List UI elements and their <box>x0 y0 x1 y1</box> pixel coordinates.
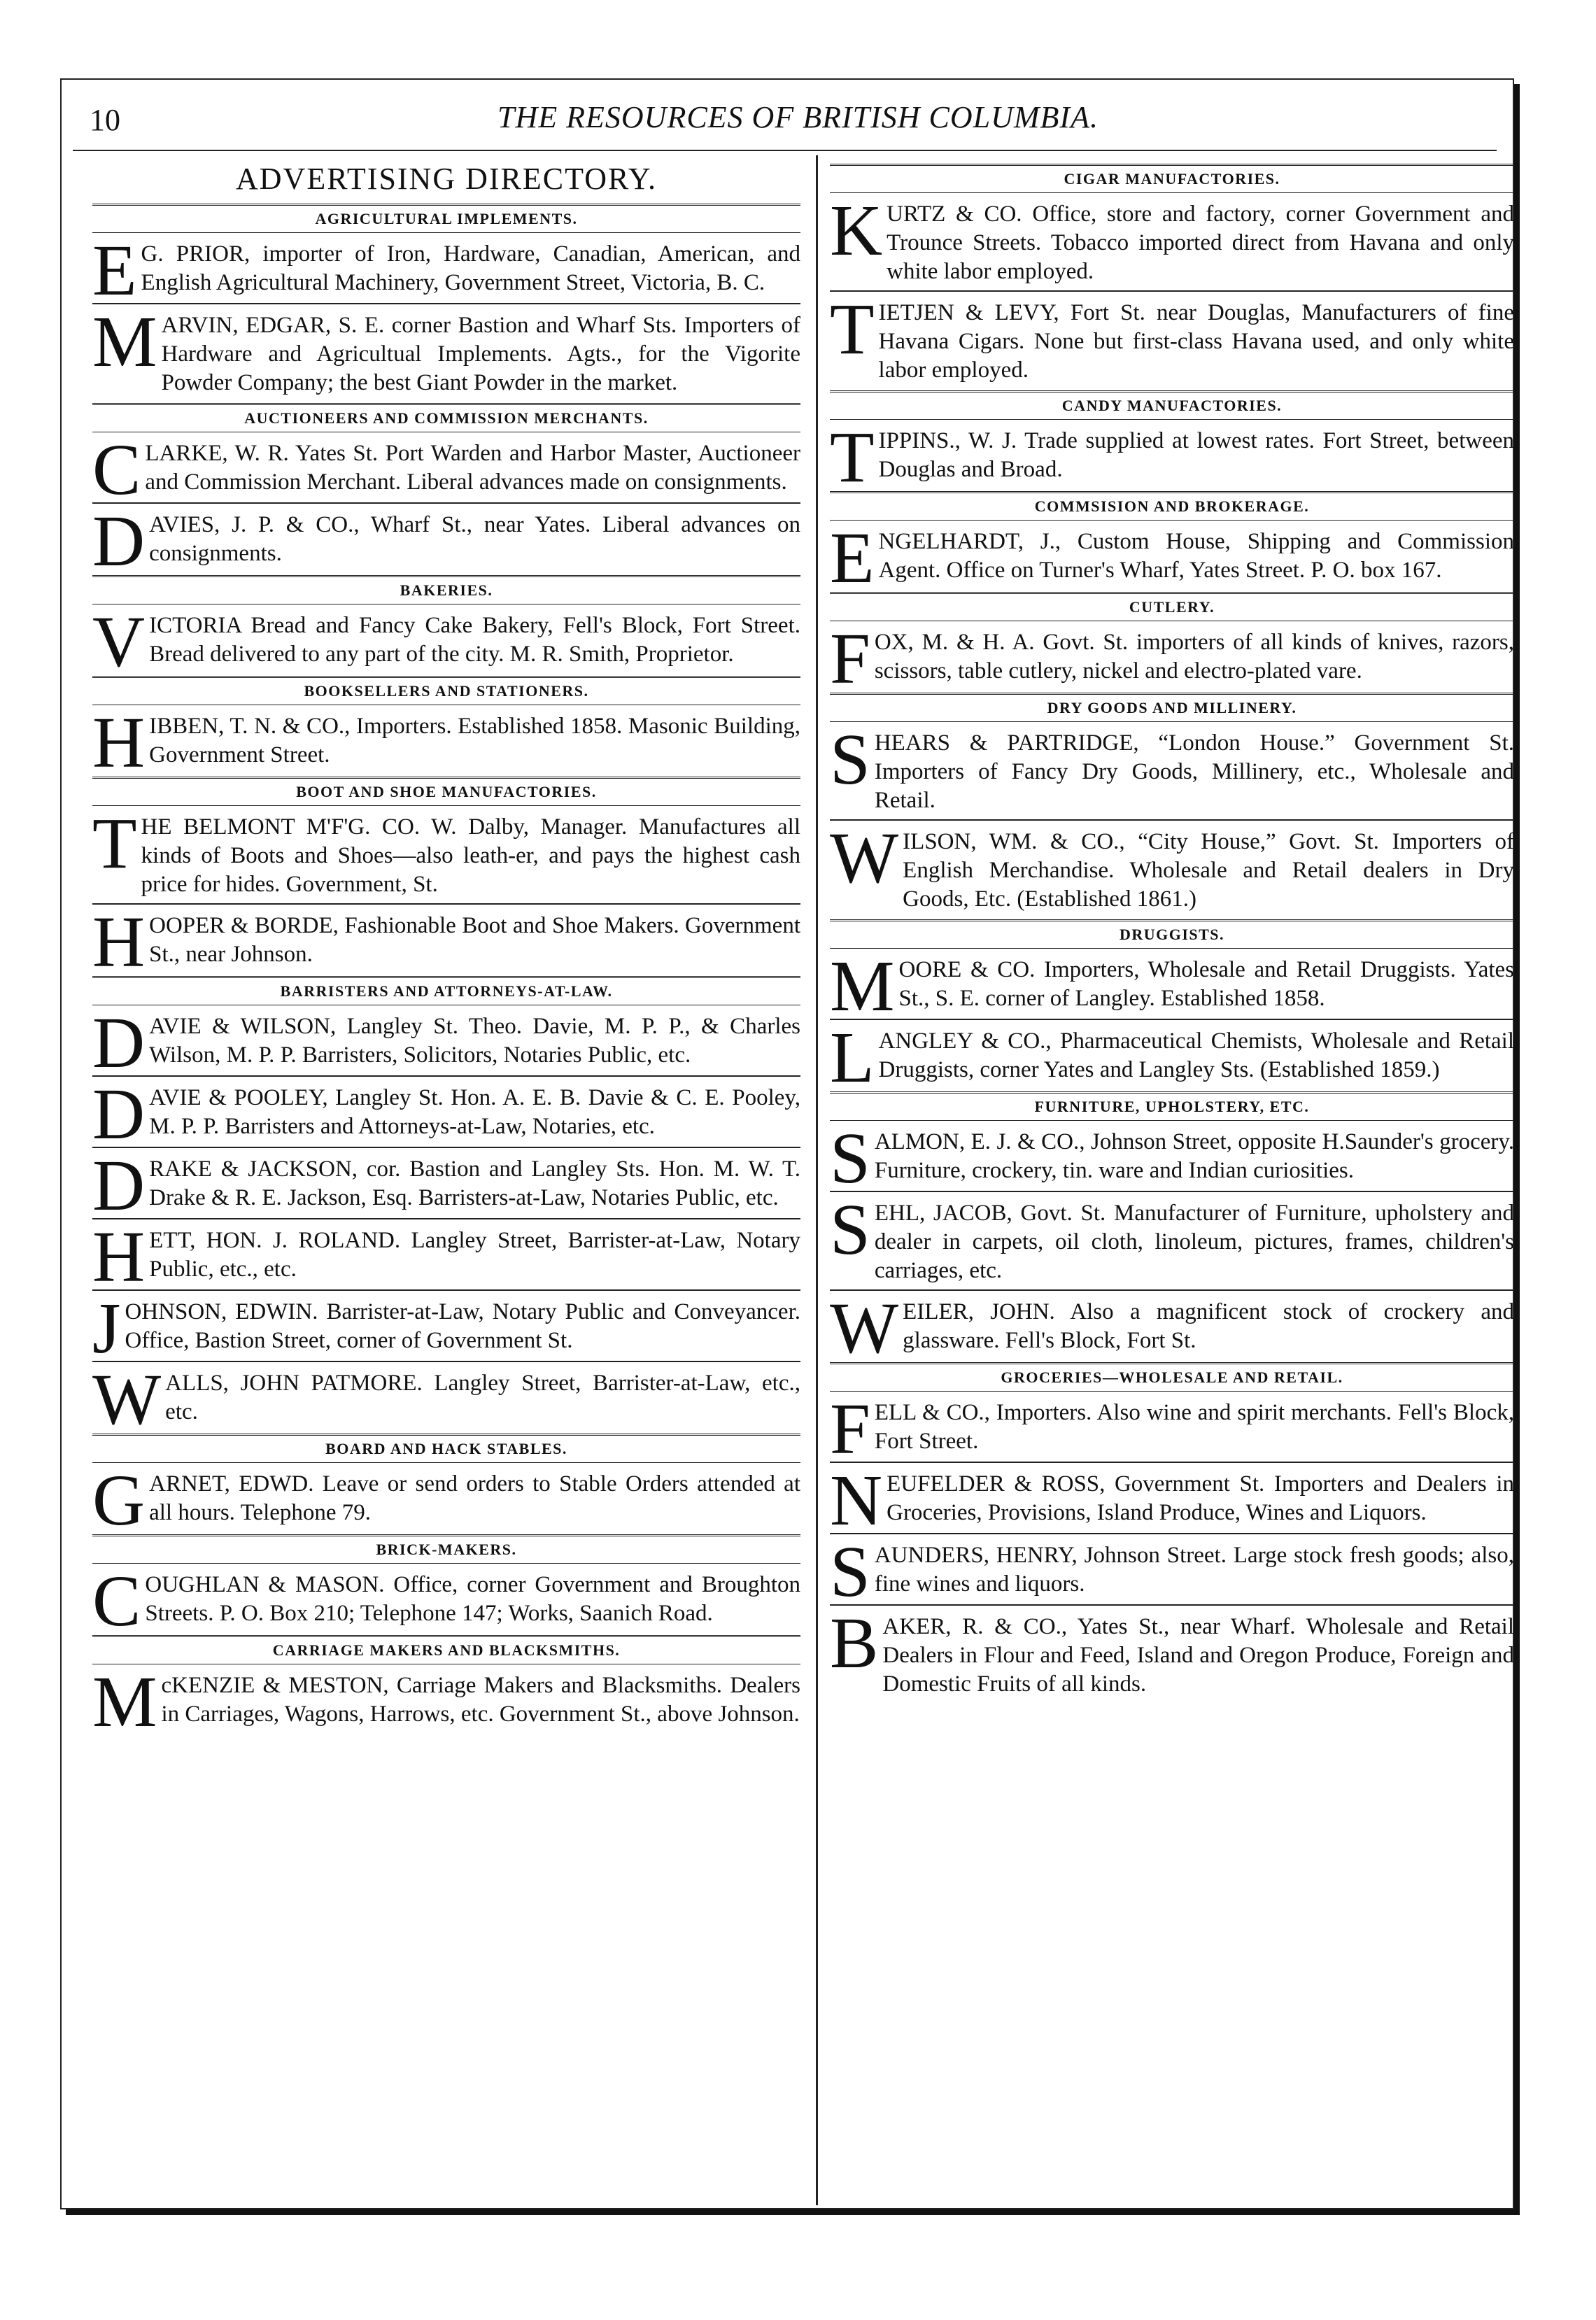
section-heading-cutlery: CUTLERY. <box>830 592 1514 621</box>
drop-cap: M <box>92 302 157 382</box>
entry-rule <box>830 1019 1514 1020</box>
drop-cap: S <box>830 1118 870 1198</box>
entry-text: OX, M. & H. A. Govt. St. importers of all kinds of knives, razors, scissors, table cutlery, nickel and electro-plated vare. <box>874 630 1514 684</box>
drop-cap: B <box>830 1603 879 1683</box>
directory-entry <box>92 230 800 311</box>
section-heading-groceries-wholesale-and-retail: GROCERIES—WHOLESALE AND RETAIL. <box>830 1362 1514 1392</box>
directory-entry <box>830 1118 1514 1198</box>
running-title: THE RESOURCES OF BRITISH COLUMBIA. <box>497 100 1099 134</box>
entry-rule <box>830 819 1514 821</box>
entry-text: AUNDERS, HENRY, Johnson Street. Large stock fresh goods; also, fine wines and liquors. <box>874 1543 1514 1597</box>
entry-text: AVIE & POOLEY, Langley St. Hon. A. E. B. Davie & C. E. Pooley, M. P. P. Barristers and Attorneys-at-Law, Notaries, etc. <box>149 1085 800 1139</box>
entry-text: OUGHLAN & MASON. Office, corner Government and Broughton Streets. P. O. Box 210; Telephone 147; Works, Saanich Road. <box>145 1572 800 1626</box>
directory-entry <box>92 803 800 899</box>
section-heading-brick-makers: BRICK-MAKERS. <box>92 1534 800 1564</box>
drop-cap: C <box>92 1561 141 1641</box>
drop-cap: W <box>92 1359 162 1440</box>
section-heading-auctioneers-and-commission-merchants: AUCTIONEERS AND COMMISSION MERCHANTS. <box>92 403 800 432</box>
section-heading-druggists: DRUGGISTS. <box>830 919 1514 949</box>
entry-text: IETJEN & LEVY, Fort St. near Douglas, Manufacturers of fine Havana Cigars. None but first-class Havana used, and only white labor employed. <box>878 300 1514 383</box>
entry-text: OOPER & BORDE, Fashionable Boot and Shoe Makers. Government St., near Johnson. <box>149 913 800 967</box>
drop-cap: D <box>92 1074 146 1154</box>
directory-entry <box>830 1288 1514 1368</box>
directory-entry <box>92 501 800 581</box>
entry-rule <box>92 502 800 504</box>
section-heading-agricultural-implements: AGRICULTURAL IMPLEMENTS. <box>92 204 800 233</box>
directory-entry <box>830 1017 1514 1098</box>
drop-cap: D <box>92 1003 146 1083</box>
directory-entry <box>830 190 1514 286</box>
entry-text: ALLS, JOHN PATMORE. Langley Street, Barrister-at-Law, etc., etc. <box>165 1371 800 1424</box>
left-sections <box>92 204 800 1742</box>
drop-cap: S <box>830 1532 870 1612</box>
directory-entry <box>830 719 1514 815</box>
entry-text: HEARS & PARTRIDGE, “London House.” Government St. Importers of Fancy Dry Goods, Millinery, etc., Wholesale and Retail. <box>874 730 1514 813</box>
entry-text: OORE & CO. Importers, Wholesale and Retail Druggists. Yates St., S. E. corner of Langley. Established 1858. <box>898 957 1514 1011</box>
drop-cap: T <box>92 803 137 884</box>
drop-cap: N <box>830 1460 883 1541</box>
drop-cap: S <box>830 1189 870 1270</box>
drop-cap: F <box>830 1389 870 1469</box>
directory-entry <box>92 1288 800 1368</box>
entry-rule <box>830 1289 1514 1291</box>
entry-text: ELL & CO., Importers. Also wine and spirit merchants. Fell's Block, Fort Street. <box>874 1400 1514 1454</box>
directory-entry <box>830 518 1514 598</box>
drop-cap: W <box>830 1288 899 1368</box>
directory-entry <box>92 1145 800 1226</box>
section-heading-dry-goods-and-millinery: DRY GOODS AND MILLINERY. <box>830 693 1514 722</box>
directory-entry <box>830 1460 1514 1541</box>
entry-text: EHL, JACOB, Govt. St. Manufacturer of Furniture, upholstery and dealer in carpets, oil cloth, linoleum, pictures, frames, children's carriages, etc. <box>874 1201 1514 1283</box>
drop-cap: C <box>92 430 141 510</box>
entry-text: ARVIN, EDGAR, S. E. corner Bastion and Wharf Sts. Importers of Hardware and Agricultual Implements. Agts., for the Vigorite Powder Company; the best Giant Powder in the market. <box>161 313 800 395</box>
entry-rule <box>830 290 1514 292</box>
entry-text: NGELHARDT, J., Custom House, Shipping and Commission Agent. Office on Turner's Wharf, Yates Street. P. O. box 167. <box>878 529 1514 583</box>
entry-rule <box>830 1191 1514 1192</box>
drop-cap: M <box>830 946 895 1026</box>
entry-text: IBBEN, T. N. & CO., Importers. Established 1858. Masonic Building, Government Street. <box>149 714 800 768</box>
drop-cap: H <box>92 702 146 783</box>
directory-entry <box>92 1460 800 1541</box>
drop-cap: M <box>92 1662 157 1742</box>
directory-entry <box>830 417 1514 497</box>
entry-text: HE BELMONT M'F'G. CO. W. Dalby, Manager. Manufactures all kinds of Boots and Shoes—also leath-er, and pays the highest cash price for hides. Government, St. <box>141 814 800 897</box>
drop-cap: H <box>92 1217 146 1297</box>
drop-cap: D <box>92 1145 146 1226</box>
section-heading-furniture-upholstery-etc: FURNITURE, UPHOLSTERY, ETC. <box>830 1091 1514 1121</box>
directory-entry <box>830 946 1514 1026</box>
entry-rule <box>92 1075 800 1077</box>
entry-rule <box>92 1289 800 1291</box>
drop-cap: D <box>92 501 146 581</box>
column-divider <box>816 155 818 2205</box>
drop-cap: W <box>830 818 899 898</box>
drop-cap: J <box>92 1288 121 1368</box>
directory-entry <box>830 818 1514 914</box>
entry-text: ETT, HON. J. ROLAND. Langley Street, Barrister-at-Law, Notary Public, etc., etc. <box>149 1228 800 1282</box>
entry-text: AKER, R. & CO., Yates St., near Wharf. Wholesale and Retail Dealers in Flour and Feed, Island and Oregon Produce, Foreign and Domestic Fruits of all kinds. <box>882 1614 1514 1697</box>
entry-text: RAKE & JACKSON, cor. Bastion and Langley Sts. Hon. M. W. T. Drake & R. E. Jackson, Esq. Barristers-at-Law, Notaries Public, etc. <box>149 1157 800 1210</box>
right-column <box>830 158 1514 1702</box>
right-sections <box>830 164 1514 1699</box>
drop-cap: K <box>830 190 883 271</box>
directory-title: ADVERTISING DIRECTORY. <box>236 162 657 196</box>
entry-text: OHNSON, EDWIN. Barrister-at-Law, Notary Public and Conveyancer. Office, Bastion Street, corner of Government St. <box>125 1299 800 1353</box>
directory-entry <box>92 702 800 783</box>
drop-cap: G <box>92 1460 146 1541</box>
directory-entry <box>92 430 800 510</box>
drop-cap: L <box>830 1017 875 1098</box>
section-heading-bakeries: BAKERIES. <box>92 575 800 604</box>
drop-cap: V <box>92 602 146 682</box>
directory-entry <box>830 618 1514 699</box>
entry-text: ARNET, EDWD. Leave or send orders to Stable Orders attended at all hours. Telephone 79. <box>149 1471 800 1525</box>
entry-rule <box>92 1218 800 1219</box>
entry-rule <box>92 1361 800 1362</box>
entry-rule <box>92 303 800 304</box>
entry-text: AVIE & WILSON, Langley St. Theo. Davie, M. P. P., & Charles Wilson, M. P. P. Barristers, Solicitors, Notaries Public, etc. <box>149 1014 800 1068</box>
entry-rule <box>92 903 800 905</box>
drop-cap: H <box>92 902 146 982</box>
directory-entry <box>830 1389 1514 1469</box>
entry-text: ANGLEY & CO., Pharmaceutical Chemists, Wholesale and Retail Druggists, corner Yates and Langley Sts. (Established 1859.) <box>878 1028 1514 1082</box>
drop-cap: F <box>830 618 870 699</box>
directory-entry <box>92 1217 800 1297</box>
directory-entry <box>830 1603 1514 1699</box>
entry-text: URTZ & CO. Office, store and factory, corner Government and Trounce Streets. Tobacco imported direct from Havana and only white labor employed. <box>887 201 1514 284</box>
directory-entry <box>830 1189 1514 1285</box>
entry-text: LARKE, W. R. Yates St. Port Warden and Harbor Master, Auctioneer and Commission Merchant. Liberal advances made on consignments. <box>145 441 800 495</box>
directory-entry <box>830 289 1514 385</box>
entry-text: ILSON, WM. & CO., “City House,” Govt. St. Importers of English Merchandise. Wholesale and Retail dealers in Dry Goods, Etc. (Established 1861.) <box>903 829 1514 912</box>
entry-text: IPPINS., W. J. Trade supplied at lowest rates. Fort Street, between Douglas and Broad. <box>878 428 1514 482</box>
entry-text: ICTORIA Bread and Fancy Cake Bakery, Fell's Block, Fort Street. Bread delivered to any part of the city. M. R. Smith, Proprietor. <box>149 613 800 667</box>
entry-text: G. PRIOR, importer of Iron, Hardware, Canadian, American, and English Agricultural Machinery, Government Street, Victoria, B. C. <box>141 241 800 295</box>
entry-text: cKENZIE & MESTON, Carriage Makers and Blacksmiths. Dealers in Carriages, Wagons, Harrows, etc. Government St., above Johnson. <box>161 1673 800 1727</box>
drop-cap: E <box>92 230 137 311</box>
left-column <box>92 158 800 1742</box>
section-heading-barristers-and-attorneys-at-law: BARRISTERS AND ATTORNEYS-AT-LAW. <box>92 976 800 1005</box>
entry-rule <box>830 1604 1514 1606</box>
entry-text: AVIES, J. P. & CO., Wharf St., near Yates. Liberal advances on consignments. <box>149 512 800 566</box>
drop-cap: T <box>830 289 875 369</box>
directory-entry <box>92 902 800 982</box>
directory-entry <box>92 1003 800 1083</box>
directory-entry <box>92 1359 800 1440</box>
directory-entry <box>92 1074 800 1154</box>
page-number: 10 <box>90 103 120 137</box>
entry-text: EILER, JOHN. Also a magnificent stock of crockery and glassware. Fell's Block, Fort St. <box>903 1299 1514 1353</box>
entry-rule <box>830 1462 1514 1463</box>
section-heading-carriage-makers-and-blacksmiths: CARRIAGE MAKERS AND BLACKSMITHS. <box>92 1635 800 1664</box>
directory-entry <box>92 1561 800 1641</box>
section-heading-candy-manufactories: CANDY MANUFACTORIES. <box>830 390 1514 420</box>
section-heading-booksellers-and-stationers: BOOKSELLERS AND STATIONERS. <box>92 676 800 705</box>
directory-entry <box>92 1662 800 1742</box>
section-heading-cigar-manufactories: CIGAR MANUFACTORIES. <box>830 164 1514 193</box>
directory-entry <box>830 1532 1514 1612</box>
directory-entry <box>92 302 800 397</box>
directory-entry <box>92 602 800 682</box>
entry-rule <box>830 1533 1514 1534</box>
section-heading-board-and-hack-stables: BOARD AND HACK STABLES. <box>92 1434 800 1463</box>
drop-cap: T <box>830 417 875 497</box>
entry-text: EUFELDER & ROSS, Government St. Importers and Dealers in Groceries, Provisions, Island Produce, Wines and Liquors. <box>887 1471 1514 1525</box>
section-heading-boot-and-shoe-manufactories: BOOT AND SHOE MANUFACTORIES. <box>92 777 800 806</box>
drop-cap: S <box>830 719 870 800</box>
drop-cap: E <box>830 518 875 598</box>
entry-text: ALMON, E. J. & CO., Johnson Street, opposite H.Saunder's grocery. Furniture, crockery, tin. ware and Indian curiosities. <box>874 1129 1514 1183</box>
entry-rule <box>92 1147 800 1148</box>
section-heading-commsision-and-brokerage: COMMSISION AND BROKERAGE. <box>830 491 1514 521</box>
header-rule <box>73 150 1497 151</box>
